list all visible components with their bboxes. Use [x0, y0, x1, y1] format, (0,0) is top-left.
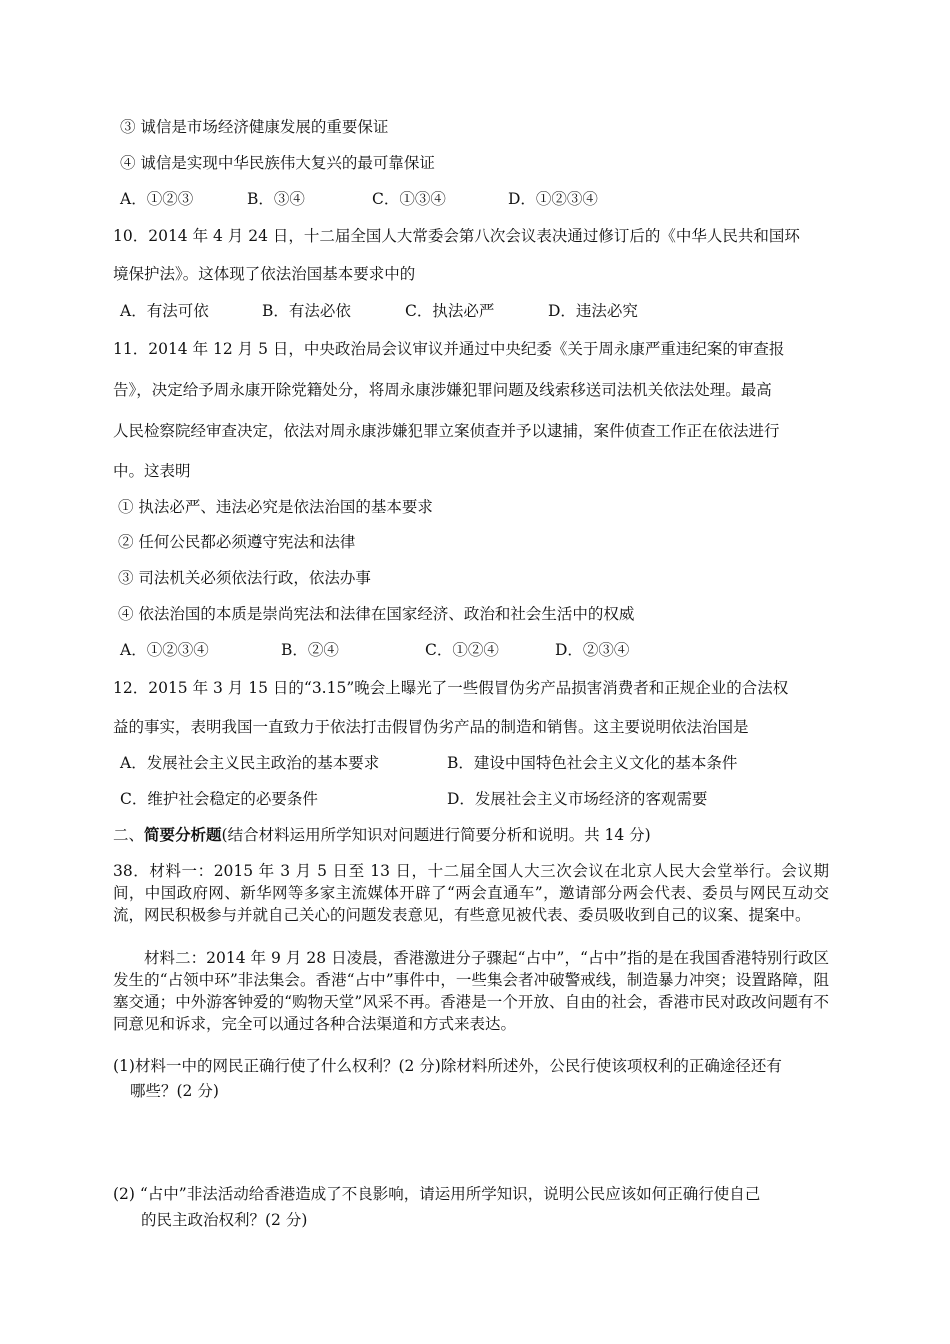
q10-line-2: 境保护法》。这体现了依法治国基本要求中的 — [113, 265, 416, 283]
q11-option-c: C．①②④ — [425, 641, 499, 659]
q11-option-b: B．②④ — [281, 641, 339, 659]
section-2-heading — [113, 825, 651, 845]
section-2-title: 简要分析题 — [144, 825, 222, 844]
q11-line-1: 11．2014 年 12 月 5 日，中央政治局会议审议并通过中央纪委《关于周永康严重违纪案的审查报 — [113, 340, 785, 358]
q9-item-3: ③ 诚信是市场经济健康发展的重要保证 — [120, 118, 389, 136]
section-2-note: (结合材料运用所学知识对问题进行简要分析和说明。共 14 分) — [221, 826, 651, 844]
q10-option-b: B．有法必依 — [262, 302, 351, 320]
q12-option-c: C．维护社会稳定的必要条件 — [120, 790, 318, 808]
q9-option-b: B．③④ — [247, 190, 305, 208]
q11-item-4: ④ 依法治国的本质是崇尚宪法和法律在国家经济、政治和社会生活中的权威 — [118, 605, 635, 623]
q10-line-1: 10．2014 年 4 月 24 日，十二届全国人大常委会第八次会议表决通过修订后的《中华人民共和国环 — [113, 227, 800, 245]
q11-option-d: D．②③④ — [555, 641, 630, 659]
q12-option-d: D．发展社会主义市场经济的客观需要 — [447, 790, 708, 808]
q9-option-a: A．①②③ — [120, 190, 194, 208]
q11-item-1: ① 执法必严、违法必究是依法治国的基本要求 — [118, 498, 433, 516]
q38-sub2-line-2: 的民主政治权利？(2 分) — [141, 1211, 308, 1229]
section-2-prefix: 二、 — [113, 826, 145, 844]
q11-line-4: 中。这表明 — [113, 462, 191, 480]
q10-option-a: A．有法可依 — [120, 302, 209, 320]
q12-option-a: A．发展社会主义民主政治的基本要求 — [120, 754, 380, 772]
q9-option-c: C．①③④ — [372, 190, 446, 208]
q38-material-2: 材料二：2014 年 9 月 28 日凌晨，香港激进分子骤起“占中”，“占中”指的是在我国香港特别行政区发生的“占领中环”非法集会。香港“占中”事件中，一些集会者冲破警戒线，制造暴力冲突；设置路障，阻塞交通；中外游客钟爱的“购物天堂”风采不再。香港是一个开放、自由的社会，香港市民对政改问题有不同意见和诉求，完全可以通过各种合法渠道和方式来表达。 — [113, 949, 829, 1033]
q11-item-3: ③ 司法机关必须依法行政，依法办事 — [118, 569, 371, 587]
q11-item-2: ② 任何公民都必须遵守宪法和法律 — [118, 533, 356, 551]
q9-option-d: D．①②③④ — [508, 190, 598, 208]
q38-material-1: 38．材料一：2015 年 3 月 5 日至 13 日，十二届全国人大三次会议在北京人民大会堂举行。会议期间，中国政府网、新华网等多家主流媒体开辟了“两会直通车”，邀请部分两会代表、委员与网民互动交流，网民积极参与并就自己关心的问题发表意见，有些意见被代表、委员吸收到自己的议案、提案中。 — [113, 862, 829, 924]
q38-sub1-line-2: 哪些？(2 分) — [130, 1082, 219, 1100]
q11-option-a: A．①②③④ — [120, 641, 209, 659]
q11-line-2: 告》，决定给予周永康开除党籍处分，将周永康涉嫌犯罪问题及线索移送司法机关依法处理。最高 — [113, 381, 772, 399]
q38-sub2-line-1: (2) “占中”非法活动给香港造成了不良影响，请运用所学知识，说明公民应该如何正确行使自己 — [113, 1185, 761, 1203]
q11-line-3: 人民检察院经审查决定，依法对周永康涉嫌犯罪立案侦查并予以逮捕，案件侦查工作正在依法进行 — [113, 422, 780, 440]
q12-line-1: 12．2015 年 3 月 15 日的“3.15”晚会上曝光了一些假冒伪劣产品损害消费者和正规企业的合法权 — [113, 679, 789, 697]
q38-sub1-line-1: (1)材料一中的网民正确行使了什么权利？(2 分)除材料所述外，公民行使该项权利的正确途径还有 — [113, 1057, 782, 1075]
q12-option-b: B．建设中国特色社会主义文化的基本条件 — [447, 754, 738, 772]
q10-option-c: C．执法必严 — [405, 302, 495, 320]
q10-option-d: D．违法必究 — [548, 302, 638, 320]
q12-line-2: 益的事实，表明我国一直致力于依法打击假冒伪劣产品的制造和销售。这主要说明依法治国是 — [113, 718, 749, 736]
q9-item-4: ④ 诚信是实现中华民族伟大复兴的最可靠保证 — [120, 154, 435, 172]
